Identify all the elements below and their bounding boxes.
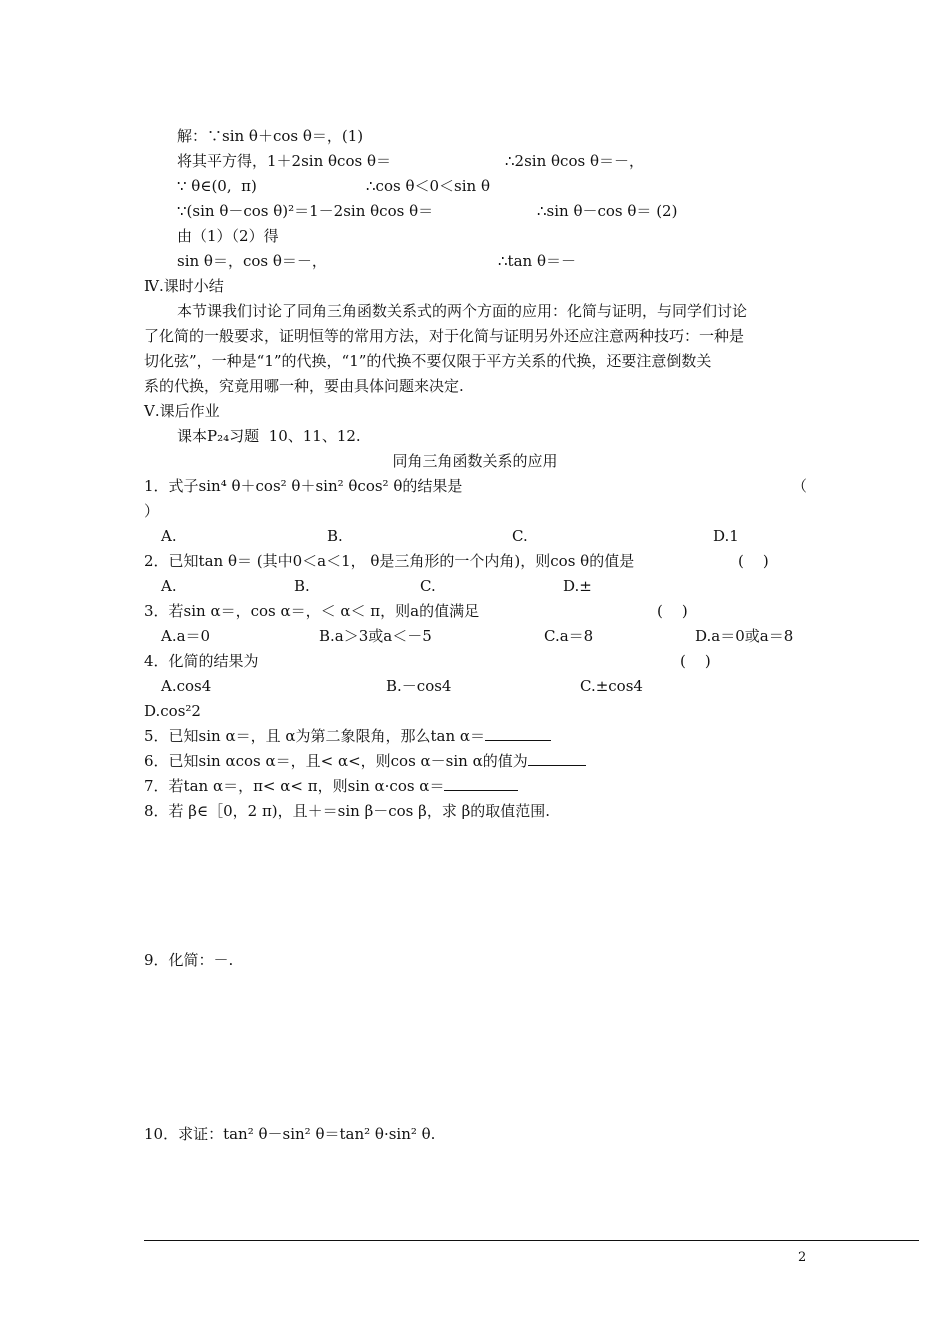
solution-line-4a: ∵(sin θ－cos θ)²＝1－2sin θcos θ＝ bbox=[177, 202, 434, 220]
question-1-option-c: C. bbox=[512, 527, 528, 545]
question-7-text: 7．若tan α＝，π< α< π，则sin α·cos α＝ bbox=[144, 777, 445, 795]
question-1-option-a: A. bbox=[161, 527, 177, 545]
question-7-answer-blank[interactable] bbox=[444, 776, 518, 791]
question-6 bbox=[144, 751, 586, 771]
question-1-option-b: B. bbox=[327, 527, 343, 545]
question-1-paren-open: （ bbox=[792, 477, 808, 495]
solution-line-2a: 将其平方得，1＋2sin θcos θ＝ bbox=[177, 152, 391, 170]
question-5-answer-blank[interactable] bbox=[485, 726, 551, 741]
question-6-text: 6．已知sin αcos α＝，且< α<，则cos α－sin α的值为 bbox=[144, 752, 528, 770]
footer-rule bbox=[144, 1240, 919, 1241]
question-2-option-b: B. bbox=[294, 577, 310, 595]
question-9: 9．化简：－. bbox=[144, 951, 234, 969]
solution-line-3a: ∵ θ∈(0, π) bbox=[177, 177, 257, 195]
summary-paragraph-line-1: 本节课我们讨论了同角三角函数关系式的两个方面的应用：化简与证明，与同学们讨论 bbox=[177, 302, 748, 320]
question-1: 1．式子sin⁴ θ＋cos² θ＋sin² θcos² θ的结果是 bbox=[144, 477, 463, 495]
question-1-paren-close: ） bbox=[144, 502, 160, 520]
question-8: 8．若 β∈［0，2 π)，且＋＝sin β－cos β，求 β的取值范围. bbox=[144, 802, 551, 820]
question-4-option-b: B.－cos4 bbox=[386, 677, 452, 695]
solution-line-5: 由（1）（2）得 bbox=[177, 227, 279, 245]
solution-line-3b: ∴cos θ＜0＜sin θ bbox=[366, 177, 490, 195]
question-4-paren: ( ) bbox=[680, 652, 711, 670]
question-2-option-a: A. bbox=[161, 577, 177, 595]
solution-line-6b: ∴tan θ＝－ bbox=[498, 252, 576, 270]
question-3-option-d: D.a＝0或a＝8 bbox=[695, 627, 794, 645]
summary-paragraph-line-2: 了化简的一般要求，证明恒等的常用方法，对于化简与证明另外还应注意两种技巧：一种是 bbox=[144, 327, 745, 345]
solution-line-2b: ∴2sin θcos θ＝－， bbox=[505, 152, 644, 170]
question-4: 4．化简的结果为 bbox=[144, 652, 259, 670]
summary-heading: Ⅳ.课时小结 bbox=[144, 277, 224, 295]
page-number: 2 bbox=[798, 1250, 807, 1265]
question-4-option-c: C.±cos4 bbox=[580, 677, 643, 695]
exercises-title: 同角三角函数关系的应用 bbox=[392, 452, 558, 470]
solution-line-6a: sin θ＝，cos θ＝－， bbox=[177, 252, 327, 270]
question-3-option-a: A.a＝0 bbox=[161, 627, 211, 645]
question-6-answer-blank[interactable] bbox=[528, 751, 586, 766]
homework-line: 课本P₂₄习题 10、11、12. bbox=[177, 427, 361, 445]
question-2-paren: ( ) bbox=[738, 552, 769, 570]
question-3-paren: ( ) bbox=[657, 602, 688, 620]
question-3: 3．若sin α＝，cos α＝，＜ α＜ π，则a的值满足 bbox=[144, 602, 480, 620]
question-4-option-a: A.cos4 bbox=[161, 677, 212, 695]
question-4-option-d: D.cos²2 bbox=[144, 702, 201, 720]
question-5 bbox=[144, 726, 551, 746]
question-3-option-c: C.a＝8 bbox=[544, 627, 594, 645]
question-2-option-c: C. bbox=[420, 577, 436, 595]
question-2: 2．已知tan θ＝ (其中0＜a＜1， θ是三角形的一个内角)，则cos θ的值是 bbox=[144, 552, 635, 570]
summary-paragraph-line-3: 切化弦”，一种是“1”的代换，“1”的代换不要仅限于平方关系的代换，还要注意倒数关 bbox=[144, 352, 712, 370]
question-5-text: 5．已知sin α＝，且 α为第二象限角，那么tan α＝ bbox=[144, 727, 486, 745]
summary-paragraph-line-4: 系的代换，究竟用哪一种，要由具体问题来决定. bbox=[144, 377, 464, 395]
question-10: 10．求证：tan² θ－sin² θ＝tan² θ·sin² θ. bbox=[144, 1125, 436, 1143]
question-7 bbox=[144, 776, 518, 796]
question-2-option-d: D.± bbox=[563, 577, 592, 595]
question-3-option-b: B.a＞3或a＜－5 bbox=[319, 627, 432, 645]
solution-line-1: 解：∵sin θ＋cos θ＝，(1) bbox=[177, 127, 364, 145]
solution-line-4b: ∴sin θ－cos θ＝ (2) bbox=[537, 202, 678, 220]
homework-heading: Ⅴ.课后作业 bbox=[144, 402, 220, 420]
question-1-option-d: D.1 bbox=[713, 527, 739, 545]
